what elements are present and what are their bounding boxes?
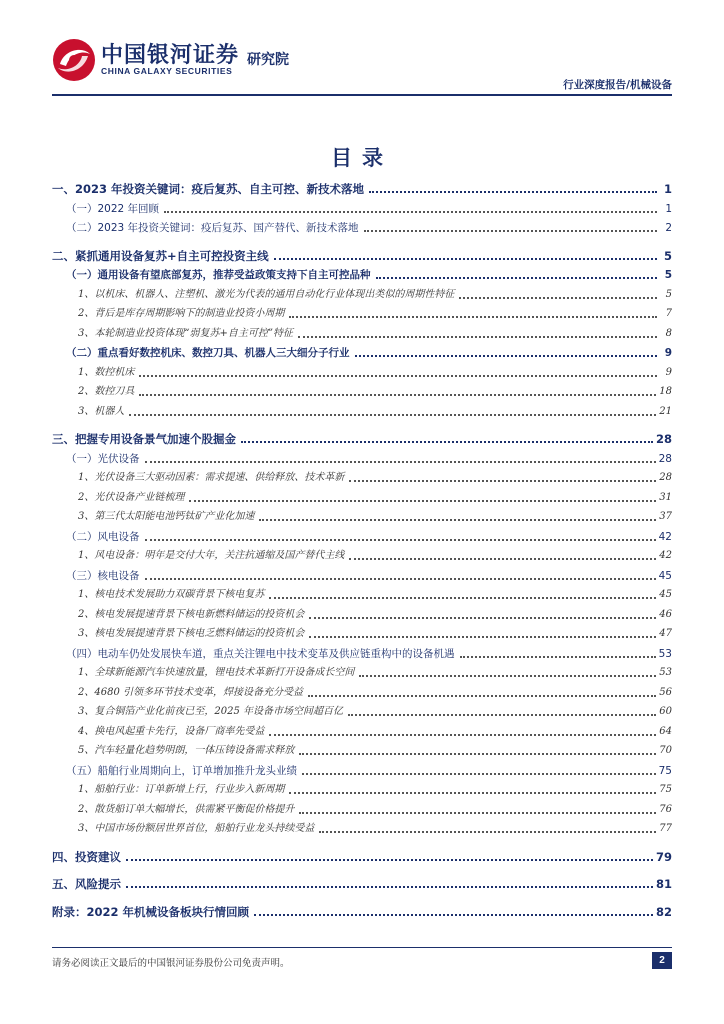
toc-entry-page: 82 (655, 904, 672, 919)
brand-institute: 研究院 (247, 52, 289, 68)
toc-entry[interactable] (52, 178, 672, 196)
toc-entry[interactable] (52, 342, 672, 360)
toc-entry[interactable] (52, 818, 672, 836)
toc-leader-dots (145, 458, 656, 463)
toc-leader-dots (289, 789, 656, 794)
toc-leader-dots (298, 333, 657, 338)
toc-entry-label: 1、以机床、机器人、注塑机、激光为代表的通用自动化行业体现出类似的周期性特征 (78, 288, 455, 300)
toc-entry[interactable] (52, 846, 672, 864)
brand-name-en: CHINA GALAXY SECURITIES (101, 66, 233, 76)
toc-entry[interactable] (52, 401, 672, 419)
toc-entry-page: 28 (655, 432, 672, 446)
toc-entry-page: 46 (659, 608, 672, 620)
toc-entry-page: 2 (665, 222, 672, 234)
toc-leader-dots (129, 411, 656, 416)
toc-entry-label: 1、风电设备：明年是交付大年，关注抗通缩及国产替代主线 (78, 550, 345, 561)
toc-entry-label: （二）重点看好数控机床、数控刀具、机器人三大细分子行业 (66, 347, 350, 359)
toc-leader-dots (241, 438, 653, 443)
toc-entry-page: 7 (665, 308, 672, 319)
toc-entry-label: 2、背后是库存周期影响下的制造业投资小周期 (78, 308, 285, 319)
toc-entry-label: 一、2023 年投资关键词：疫后复苏、自主可控、新技术落地 (52, 182, 365, 196)
toc-entry-label: （一）2022 年回顾 (66, 202, 160, 215)
footer-disclaimer: 请务必阅读正文最后的中国银河证券股份公司免责声明。 (52, 958, 290, 969)
toc-entry[interactable] (52, 448, 672, 466)
footer-divider (52, 947, 672, 948)
report-header (0, 0, 724, 100)
toc-leader-dots (299, 809, 656, 814)
toc-entry-page: 21 (659, 405, 672, 417)
toc-entry-page: 9 (664, 347, 672, 359)
toc-entry-page: 42 (658, 530, 672, 543)
toc-leader-dots (302, 770, 656, 775)
toc-entry[interactable] (52, 198, 672, 216)
toc-entry-page: 60 (659, 706, 672, 717)
toc-entry-label: 2、数控刀具 (78, 386, 135, 397)
toc-entry[interactable] (52, 701, 672, 719)
toc-entry[interactable] (52, 662, 672, 680)
toc-entry[interactable] (52, 428, 672, 446)
toc-entry-page: 45 (659, 589, 672, 600)
toc-leader-dots (359, 672, 656, 677)
toc-entry[interactable] (52, 323, 672, 341)
toc-entry[interactable] (52, 604, 672, 622)
toc-leader-dots (459, 294, 657, 299)
toc-entry[interactable] (52, 901, 672, 919)
toc-entry[interactable] (52, 565, 672, 583)
toc-entry[interactable] (52, 217, 672, 235)
toc-leader-dots (364, 227, 657, 232)
toc-entry[interactable] (52, 362, 672, 380)
toc-leader-dots (274, 255, 657, 260)
toc-entry-label: 三、把握专用设备景气加速个股掘金 (52, 432, 236, 446)
toc-entry-label: 3、第三代太阳能电池钙钛矿产业化加速 (78, 511, 255, 522)
brand-name-cn: 中国银河证券 (101, 43, 240, 68)
toc-leader-dots (349, 555, 656, 560)
toc-entry-label: （二）风电设备 (66, 530, 140, 543)
toc-entry[interactable] (52, 779, 672, 797)
toc-entry-page: 77 (659, 823, 672, 834)
toc-entry-page: 28 (658, 452, 672, 465)
toc-entry[interactable] (52, 303, 672, 321)
header-divider (52, 94, 672, 96)
toc-entry-page: 18 (659, 386, 672, 397)
page-number: 2 (652, 952, 672, 969)
toc-entry-label: （三）核电设备 (66, 569, 140, 582)
toc-entry-label: 1、全球新能源汽车快速放量，锂电技术革新打开设备成长空间 (78, 667, 355, 678)
toc-leader-dots (126, 856, 653, 861)
toc-entry-label: 1、船舶行业：订单新增上行，行业步入新周期 (78, 784, 285, 795)
toc-entry-page: 37 (659, 511, 672, 522)
toc-entry-label: 1、光伏设备三大驱动因素：需求提速、供给释放、技术革新 (78, 472, 345, 483)
toc-entry-label: 5、汽车轻量化趋势明朗，一体压铸设备需求释放 (78, 745, 295, 756)
toc-entry[interactable] (52, 264, 672, 282)
toc-entry[interactable] (52, 284, 672, 302)
toc-entry-page: 8 (665, 327, 672, 339)
toc-entry-label: （一）光伏设备 (66, 452, 140, 465)
toc-entry-page: 56 (659, 686, 672, 698)
toc-entry[interactable] (52, 245, 672, 263)
toc-leader-dots (348, 711, 656, 716)
toc-entry-page: 5 (665, 288, 672, 300)
toc-entry-page: 81 (655, 877, 672, 891)
toc-leader-dots (254, 911, 653, 916)
toc-entry-page: 70 (659, 745, 672, 756)
toc-entry-page: 31 (659, 491, 672, 503)
toc-leader-dots (189, 497, 656, 502)
toc-entry[interactable] (52, 873, 672, 891)
toc-entry-label: 五、风险提示 (52, 877, 121, 891)
toc-entry-page: 28 (659, 472, 672, 483)
toc-entry[interactable] (52, 584, 672, 602)
toc-entry-page: 1 (665, 202, 672, 215)
toc-entry-label: （二）2023 年投资关键词：疫后复苏、国产替代、新技术落地 (66, 222, 359, 234)
toc-leader-dots (460, 653, 656, 658)
toc-entry-page: 45 (658, 569, 672, 582)
toc-leader-dots (308, 692, 656, 697)
toc-title: 目录 (331, 146, 393, 170)
toc-entry[interactable] (52, 487, 672, 505)
toc-entry-label: 2、光伏设备产业链梳理 (78, 491, 185, 503)
toc-entry[interactable] (52, 760, 672, 778)
toc-entry-page: 42 (659, 550, 672, 561)
toc-entry-page: 47 (659, 628, 672, 639)
toc-entry-page: 75 (659, 784, 672, 795)
toc-entry[interactable] (52, 799, 672, 817)
toc-leader-dots (145, 536, 656, 541)
toc-leader-dots (376, 274, 658, 279)
toc-leader-dots (355, 352, 658, 357)
toc-entry-page: 53 (659, 667, 672, 678)
toc-entry-page: 75 (658, 764, 672, 777)
toc-entry[interactable] (52, 643, 672, 661)
toc-entry-label: 3、核电发展提速背景下核电乏燃料储运的投资机会 (78, 628, 305, 639)
toc-entry[interactable] (52, 526, 672, 544)
toc-entry-page: 9 (665, 366, 672, 378)
document-type: 行业深度报告/机械设备 (563, 79, 672, 91)
toc-entry[interactable] (52, 682, 672, 700)
toc-entry[interactable] (52, 381, 672, 399)
toc-entry-label: 四、投资建议 (52, 849, 121, 864)
toc-entry-page: 5 (664, 269, 672, 281)
toc-leader-dots (289, 313, 657, 318)
toc-leader-dots (139, 391, 656, 396)
toc-entry-label: （五）船舶行业周期向上，订单增加推升龙头业绩 (66, 764, 297, 777)
toc-leader-dots (369, 188, 657, 193)
toc-entry-label: （四）电动车仍处发展快车道，重点关注锂电中技术变革及供应链重构中的设备机遇 (66, 647, 455, 660)
toc-leader-dots (309, 614, 656, 619)
toc-entry-page: 76 (659, 803, 672, 815)
toc-entry-label: 3、本轮制造业投资体现“弱复苏+自主可控”特征 (78, 327, 293, 339)
toc-entry-label: 二、紧抓通用设备复苏+自主可控投资主线 (52, 248, 269, 263)
toc-entry-label: 1、数控机床 (78, 366, 135, 378)
toc-entry-label: （一）通用设备有望底部复苏，推荐受益政策支持下自主可控品种 (66, 269, 371, 281)
toc-entry-label: 1、核电技术发展助力双碳背景下核电复苏 (78, 589, 265, 600)
toc-entry-label: 4、换电风起重卡先行，设备厂商率先受益 (78, 725, 265, 737)
toc-leader-dots (139, 372, 657, 377)
toc-entry[interactable] (52, 623, 672, 641)
toc-leader-dots (126, 883, 653, 888)
toc-entry-page: 1 (663, 182, 672, 196)
toc-leader-dots (309, 633, 656, 638)
toc-entry[interactable] (52, 721, 672, 739)
toc-leader-dots (299, 750, 656, 755)
toc-entry-label: 3、中国市场份额居世界首位，船舶行业龙头持续受益 (78, 823, 315, 834)
toc-entry-page: 79 (655, 849, 672, 864)
toc-entry-label: 2、核电发展提速背景下核电新燃料储运的投资机会 (78, 608, 305, 620)
toc-entry-label: 3、机器人 (78, 405, 125, 417)
toc-leader-dots (164, 208, 657, 213)
toc-leader-dots (259, 516, 656, 521)
toc-entry-label: 附录：2022 年机械设备板块行情回顾 (52, 904, 250, 919)
toc-entry[interactable] (52, 506, 672, 524)
toc-leader-dots (319, 828, 656, 833)
toc-entry[interactable] (52, 467, 672, 485)
toc-leader-dots (269, 731, 656, 736)
toc-entry-page: 64 (659, 725, 672, 737)
toc-entry-page: 53 (658, 647, 672, 660)
galaxy-logo-icon (52, 38, 96, 82)
toc-leader-dots (145, 575, 656, 580)
toc-leader-dots (349, 477, 656, 482)
toc-entry[interactable] (52, 740, 672, 758)
toc-leader-dots (269, 594, 656, 599)
toc-entry-label: 3、复合铜箔产业化前夜已至，2025 年设备市场空间超百亿 (78, 706, 343, 717)
toc-entry-label: 2、4680 引领多环节技术变革，焊接设备充分受益 (78, 686, 303, 698)
toc-entry[interactable] (52, 545, 672, 563)
toc-entry-label: 2、散货船订单大幅增长，供需紧平衡促价格提升 (78, 803, 295, 815)
toc-entry-page: 5 (663, 248, 672, 263)
